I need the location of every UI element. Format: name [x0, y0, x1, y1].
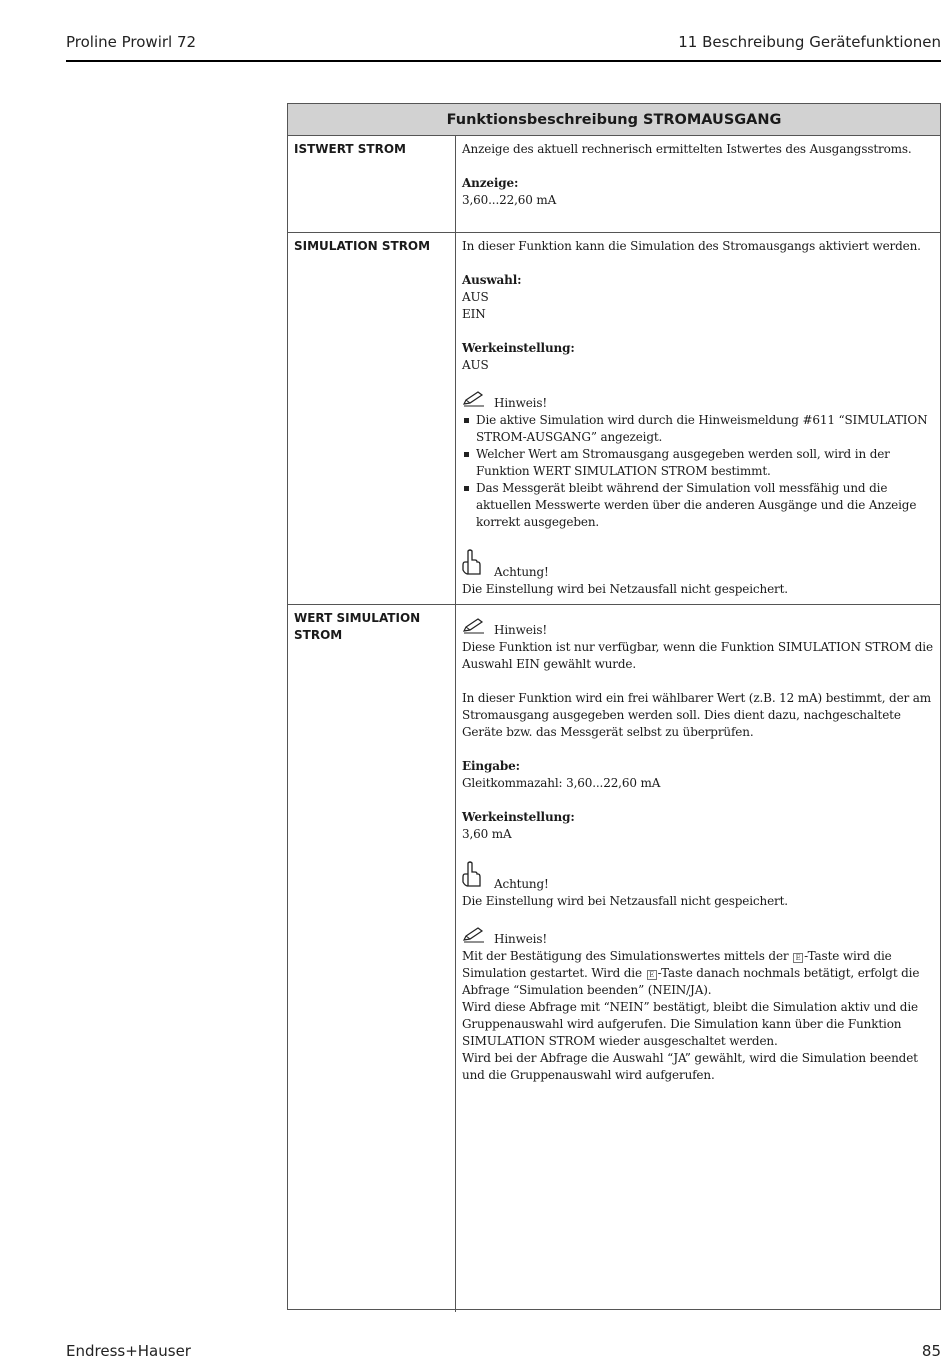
option-item: AUS [462, 290, 489, 304]
note-label: Hinweis! [494, 932, 548, 946]
table-row-simulation-strom [288, 233, 940, 605]
function-description [456, 136, 940, 232]
note-bullet-list [462, 412, 934, 531]
pencil-note-icon [462, 618, 494, 639]
function-name: ISTWERT STROM [288, 136, 456, 232]
pencil-note-icon [462, 927, 494, 948]
list-item: Welcher Wert am Stromausgang ausgegeben werden soll, wird in der Funktion WERT SIMULATION STROM bestimmt. [462, 446, 934, 480]
list-item: Die aktive Simulation wird durch die Hinweismeldung #611 “SIMULATION STROM-AUSGANG” angezeigt. [462, 412, 934, 446]
default-label: Werkeinstellung: [462, 810, 575, 824]
pointing-hand-icon [462, 548, 494, 581]
caution-label: Achtung! [494, 565, 549, 579]
display-label: Anzeige: [462, 176, 519, 190]
note-text-part: Mit der Bestätigung des Simulationswertes mittels der [462, 949, 789, 963]
E-key-icon: E [793, 953, 803, 963]
note-heading [462, 927, 934, 948]
caution-label: Achtung! [494, 877, 549, 891]
default-value: AUS [462, 358, 489, 372]
option-item: EIN [462, 307, 486, 321]
caution-heading [462, 860, 934, 893]
pointing-hand-icon [462, 860, 494, 893]
note-heading [462, 391, 934, 412]
description-text: Anzeige des aktuell rechnerisch ermittelten Istwertes des Ausgangsstroms. [462, 142, 912, 156]
default-value: 3,60 mA [462, 827, 512, 841]
footer-company: Endress+Hauser [66, 1342, 191, 1360]
note-label: Hinweis! [494, 623, 548, 637]
note-text-part: -Taste danach nochmals betätigt, erfolgt die Abfrage “Simulation beenden” (NEIN/JA). [462, 966, 920, 997]
header-rule [66, 60, 941, 62]
description-text: In dieser Funktion kann die Simulation des Stromausgangs aktiviert werden. [462, 239, 921, 253]
display-value: 3,60...22,60 mA [462, 193, 557, 207]
function-table [287, 103, 941, 1310]
function-name: SIMULATION STROM [288, 233, 456, 604]
input-label: Eingabe: [462, 759, 520, 773]
note-text [462, 948, 934, 999]
default-label: Werkeinstellung: [462, 341, 575, 355]
note-text: Wird diese Abfrage mit “NEIN” bestätigt, bleibt die Simulation aktiv und die Gruppenauswahl wird aufgerufen. Die Simulation kann über die Funktion SIMULATION STROM wieder ausgeschaltet werden. [462, 1000, 918, 1048]
function-description [456, 605, 940, 1312]
caution-text: Die Einstellung wird bei Netzausfall nicht gespeichert. [462, 894, 788, 908]
pencil-note-icon [462, 391, 494, 412]
header-product-name: Proline Prowirl 72 [66, 33, 197, 51]
header-chapter-title: 11 Beschreibung Gerätefunktionen [678, 33, 941, 51]
note-text: Wird bei der Abfrage die Auswahl “JA” gewählt, wird die Simulation beendet und die Gruppenauswahl wird aufgerufen. [462, 1051, 918, 1082]
table-title: Funktionsbeschreibung STROMAUSGANG [288, 104, 940, 136]
function-name: WERT SIMULATION STROM [288, 605, 456, 1312]
note-label: Hinweis! [494, 396, 548, 410]
options-label: Auswahl: [462, 273, 522, 287]
table-row-istwert-strom [288, 136, 940, 233]
page-number: 85 [921, 1342, 941, 1360]
function-description [456, 233, 940, 604]
note-text: Diese Funktion ist nur verfügbar, wenn die Funktion SIMULATION STROM die Auswahl EIN gewählt wurde. [462, 640, 933, 671]
list-item: Das Messgerät bleibt während der Simulation voll messfähig und die aktuellen Messwerte werden über die anderen Ausgänge und die Anzeige korrekt ausgegeben. [462, 480, 934, 531]
note-heading [462, 618, 934, 639]
table-row-wert-simulation-strom [288, 605, 940, 1312]
E-key-icon: E [647, 970, 657, 980]
note-text-part: -Taste wird die Simulation gestartet. Wird die [462, 949, 892, 980]
description-text: In dieser Funktion wird ein frei wählbarer Wert (z.B. 12 mA) bestimmt, der am Stromausgang ausgegeben werden soll. Dies dient dazu, nachgeschaltete Geräte bzw. das Messgerät selbst zu überprüfen. [462, 691, 932, 739]
caution-heading [462, 548, 934, 581]
input-value: Gleitkommazahl: 3,60...22,60 mA [462, 776, 661, 790]
caution-text: Die Einstellung wird bei Netzausfall nicht gespeichert. [462, 582, 788, 596]
